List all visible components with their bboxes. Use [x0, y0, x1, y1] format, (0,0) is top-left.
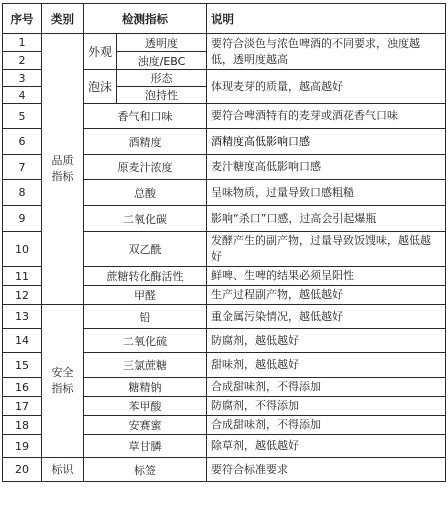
row-no: 10 — [3, 232, 42, 267]
row-no: 19 — [3, 435, 42, 458]
description: 麦汁糖度高低影响口感 — [207, 155, 446, 180]
row-no: 15 — [3, 353, 42, 378]
indicator: 形态 — [117, 70, 207, 87]
indicator: 浊度/EBC — [117, 52, 207, 70]
description: 呈味物质，过量导致口感粗糙 — [207, 180, 446, 206]
indicator: 泡持性 — [117, 87, 207, 104]
description: 甜味剂，越低越好 — [207, 353, 446, 378]
row-no: 16 — [3, 378, 42, 397]
indicator: 铅 — [84, 305, 207, 329]
description: 合成甜味剂，不得添加 — [207, 378, 446, 397]
row-no: 17 — [3, 397, 42, 416]
row-no: 9 — [3, 206, 42, 232]
indicator: 苯甲酸 — [84, 397, 207, 416]
row-no: 11 — [3, 267, 42, 286]
description: 要符合淡色与浓色啤酒的不同要求，浊度越低，透明度越高 — [207, 34, 446, 70]
category-label: 指标 — [51, 382, 74, 395]
indicator: 二氧化硫 — [84, 329, 207, 353]
indicator: 草甘膦 — [84, 435, 207, 458]
indicator: 总酸 — [84, 180, 207, 206]
group-appearance: 外观 — [84, 34, 117, 70]
row-no: 13 — [3, 305, 42, 329]
indicator: 香气和口味 — [84, 104, 207, 129]
row-no: 7 — [3, 155, 42, 180]
header-no: 序号 — [3, 4, 42, 34]
table-row — [3, 305, 446, 329]
indicator: 标签 — [84, 458, 207, 482]
table-row — [3, 34, 446, 52]
row-no: 20 — [3, 458, 42, 482]
row-no: 12 — [3, 286, 42, 305]
row-no: 8 — [3, 180, 42, 206]
row-no: 1 — [3, 34, 42, 52]
description: 合成甜味剂，不得添加 — [207, 416, 446, 435]
row-no: 3 — [3, 70, 42, 87]
row-no: 2 — [3, 52, 42, 70]
table-header-row — [3, 4, 446, 34]
row-no: 14 — [3, 329, 42, 353]
indicator: 二氧化碳 — [84, 206, 207, 232]
description: 重金属污染情况，越低越好 — [207, 305, 446, 329]
indicator: 安赛蜜 — [84, 416, 207, 435]
header-indicator: 检测指标 — [84, 4, 207, 34]
header-description: 说明 — [207, 4, 446, 34]
indicator: 甲醛 — [84, 286, 207, 305]
group-foam: 泡沫 — [84, 70, 117, 104]
header-category: 类别 — [42, 4, 84, 34]
category-label-marking: 标识 — [42, 458, 84, 482]
description: 防腐剂，不得添加 — [207, 397, 446, 416]
description: 影响“杀口”口感，过高会引起爆瓶 — [207, 206, 446, 232]
description: 发酵产生的副产物，过量导致饭馊味，越低越好 — [207, 232, 446, 267]
row-no: 18 — [3, 416, 42, 435]
description: 防腐剂，越低越好 — [207, 329, 446, 353]
category-label: 品质 — [51, 154, 74, 167]
table-row — [3, 458, 446, 482]
indicator: 透明度 — [117, 34, 207, 52]
row-no: 5 — [3, 104, 42, 129]
description: 要符合标准要求 — [207, 458, 446, 482]
category-label: 安全 — [51, 366, 74, 379]
indicator: 糖精钠 — [84, 378, 207, 397]
indicator: 双乙酰 — [84, 232, 207, 267]
row-no: 4 — [3, 87, 42, 104]
description: 酒精度高低影响口感 — [207, 129, 446, 155]
indicator: 酒精度 — [84, 129, 207, 155]
description: 要符合啤酒特有的麦芽或酒花香气口味 — [207, 104, 446, 129]
category-quality — [42, 34, 84, 305]
description: 鲜啤、生啤的结果必须呈阳性 — [207, 267, 446, 286]
beer-inspection-table — [2, 3, 446, 482]
description: 体现麦芽的质量，越高越好 — [207, 70, 446, 104]
row-no: 6 — [3, 129, 42, 155]
description: 生产过程副产物，越低越好 — [207, 286, 446, 305]
indicator: 蔗糖转化酶活性 — [84, 267, 207, 286]
indicator: 原麦汁浓度 — [84, 155, 207, 180]
category-label: 指标 — [51, 170, 74, 183]
indicator: 三氯蔗糖 — [84, 353, 207, 378]
category-safety — [42, 305, 84, 458]
description: 除草剂，越低越好 — [207, 435, 446, 458]
